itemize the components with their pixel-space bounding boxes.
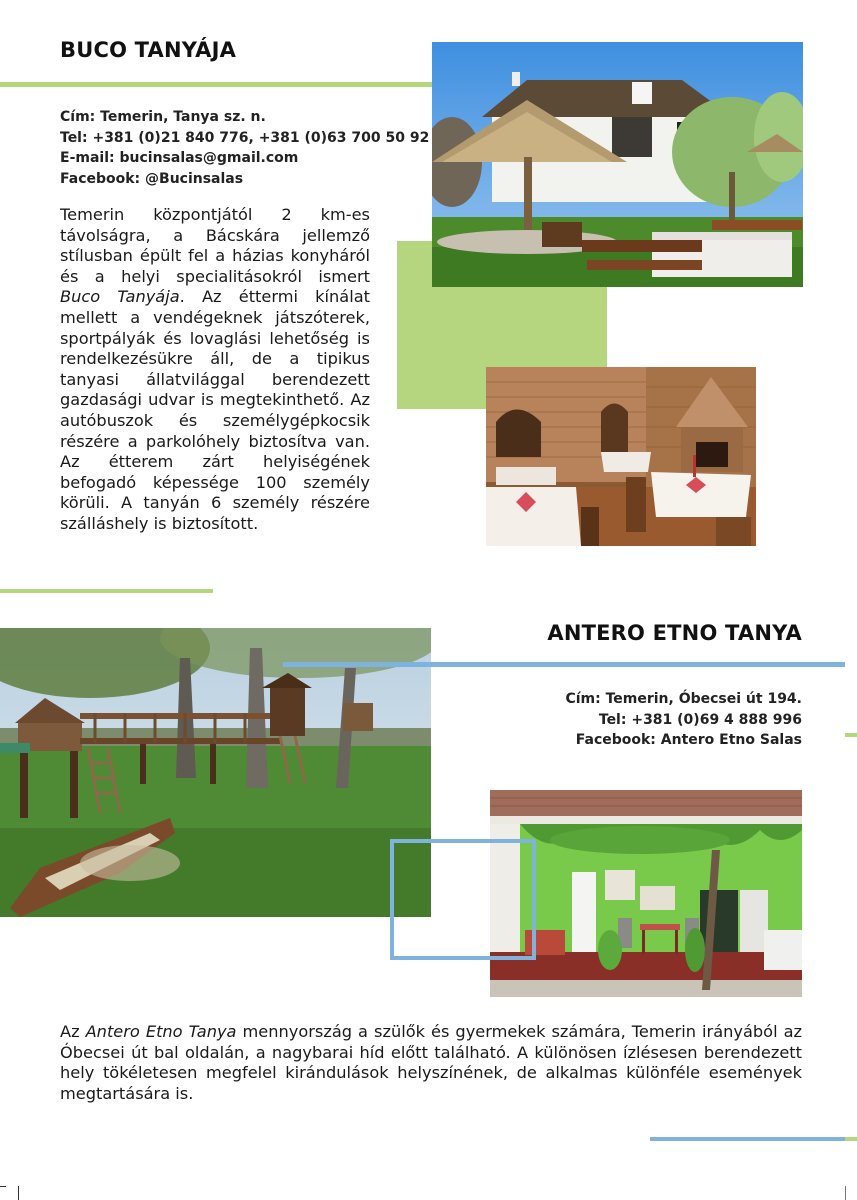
antero-playground-photo bbox=[0, 628, 431, 917]
antero-description-start: Az bbox=[60, 1022, 86, 1041]
buco-description-name: Buco Tanyája bbox=[60, 287, 180, 307]
buco-phone: Tel: +381 (0)21 840 776, +381 (0)63 700 50 92 bbox=[60, 129, 430, 146]
buco-courtyard-photo bbox=[432, 42, 803, 287]
antero-description bbox=[60, 1022, 802, 1104]
buco-description-end: . Az éttermi kínálat mellett a vendégeknek játszóterek, sportpályák és lovaglási lehetőség is rendelkezésükre áll, de a tipikus tanyasi állatvilággal berendezett gazdasági udvar is megtekinthető. Az autóbuszok és személygépkocsik részére a parkolóhely biztosítva van. Az étterem zárt helyiségének befogadó képessége 100 személy körüli. A tanyán 6 személy részére szálláshely is biztosított. bbox=[60, 287, 370, 533]
buco-address: Cím: Temerin, Tanya sz. n. bbox=[60, 109, 266, 125]
antero-contact bbox=[442, 689, 802, 751]
antero-bottom-rule bbox=[650, 1137, 845, 1141]
buco-contact bbox=[60, 107, 430, 189]
buco-email: E-mail: bucinsalas@gmail.com bbox=[60, 150, 299, 166]
antero-side-mark bbox=[845, 733, 857, 737]
antero-description-name: Antero Etno Tanya bbox=[85, 1022, 237, 1041]
antero-description-end: mennyország a szülők és gyermekek számára, Temerin irányából az Óbecsei út bal oldalán, a nagybarai híd előtt található. A különösen ízlésesen berendezett hely tökéletesen megfelel kirándulások helyszínének, de alkalmas különféle események megtartására is. bbox=[60, 1022, 803, 1103]
antero-address: Cím: Temerin, Óbecsei út 194. bbox=[565, 691, 802, 707]
buco-facebook: Facebook: @Bucinsalas bbox=[60, 170, 244, 187]
antero-title: ANTERO ETNO TANYA bbox=[547, 621, 802, 645]
buco-description bbox=[60, 205, 370, 535]
buco-bottom-rule bbox=[0, 589, 213, 593]
antero-house-photo bbox=[490, 790, 802, 997]
antero-title-underline bbox=[283, 662, 845, 667]
buco-title: BUCO TANYÁJA bbox=[60, 38, 237, 62]
antero-facebook: Facebook: Antero Etno Salas bbox=[575, 732, 802, 748]
antero-bottom-rule-tip bbox=[845, 1137, 857, 1141]
buco-interior-photo bbox=[486, 367, 756, 546]
crop-mark-left bbox=[0, 1186, 6, 1187]
antero-blue-frame bbox=[390, 839, 536, 960]
buco-description-start: Temerin központjától 2 km-es távolságra, a Bácskára jellemző stílusban épült fel a házias konyháról és a helyi specialitásokról ismert bbox=[60, 205, 370, 286]
antero-phone: Tel: +381 (0)69 4 888 996 bbox=[598, 711, 802, 728]
crop-mark-left-vertical bbox=[18, 1186, 19, 1200]
crop-mark-right bbox=[845, 1186, 846, 1200]
